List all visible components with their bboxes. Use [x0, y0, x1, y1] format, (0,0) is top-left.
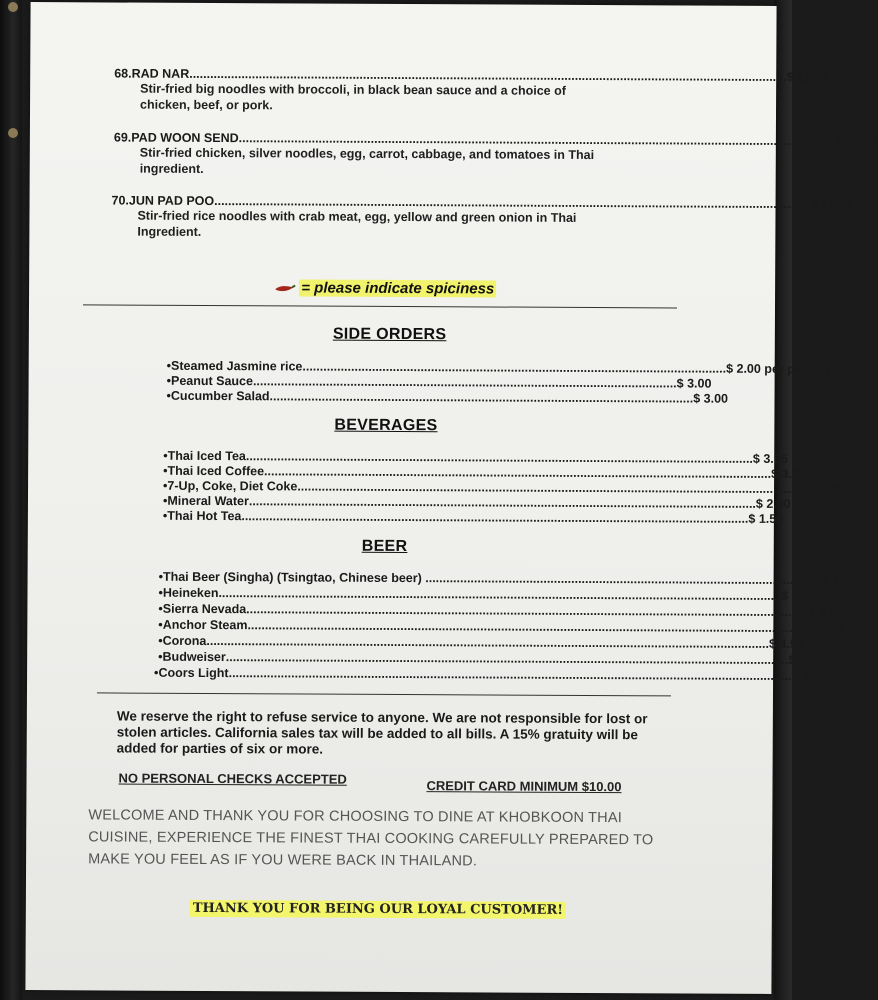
- leader-dots: ..................................................................................................................................................................: [228, 666, 792, 684]
- item-price: $ 4.50: [821, 573, 857, 588]
- binder-ring: [8, 128, 18, 138]
- divider: [83, 304, 677, 308]
- bullet: •: [158, 601, 163, 616]
- leader-dots: ..................................................................................................................................................................: [218, 586, 782, 603]
- item-price: $ 3.50: [810, 621, 845, 636]
- item-name: Sierra Nevada: [162, 601, 247, 617]
- item-name: RAD NAR: [131, 66, 190, 81]
- leader-dots: ..........................................................................................................................: [302, 359, 727, 376]
- item-name: Anchor Steam: [162, 617, 248, 633]
- item-name: Steamed Jasmine rice: [171, 358, 303, 374]
- leader-dots: ............................................................................................................................................................................: [189, 66, 787, 85]
- thanks-text: THANK YOU FOR BEING OUR LOYAL CUSTOMER!: [190, 900, 566, 919]
- item-number: 69.: [113, 130, 132, 145]
- item-name: Budweiser: [162, 649, 226, 665]
- item-name: 7-Up, Coke, Diet Coke: [167, 478, 298, 494]
- item-name: Heineken: [162, 585, 219, 601]
- leader-dots: ..................................................................................................................................................: [297, 479, 805, 497]
- item-name: Cucumber Salad: [170, 388, 270, 404]
- item-name: Thai Iced Tea: [167, 448, 246, 464]
- welcome-message: WELCOME AND THANK YOU FOR CHOOSING TO DINE AT KHOBKOON THAI CUISINE, EXPERIENCE THE FINEST THAI COOKING CAREFULLY PREPARED TO MAKE YOU FEEL AS IF YOU WERE BACK IN THAILAND.: [88, 807, 654, 870]
- item-number: 70.: [111, 193, 129, 208]
- binder-left-edge: [0, 0, 22, 1000]
- item-name: Corona: [162, 633, 207, 648]
- no-checks-notice: NO PERSONAL CHECKS ACCEPTED: [118, 770, 347, 787]
- thanks-banner: [190, 899, 566, 919]
- list-item: [163, 463, 806, 482]
- list-item: [158, 649, 824, 668]
- item-name: Peanut Sauce: [170, 373, 254, 389]
- item-price: $ 10.95: [835, 134, 878, 149]
- item-price: $ 1.50: [804, 482, 840, 497]
- card-minimum-notice: CREDIT CARD MINIMUM $10.00: [426, 778, 622, 795]
- item-name: JUN PAD POO: [128, 193, 215, 209]
- leader-dots: ..................................................................................................................................................................: [246, 602, 809, 620]
- item-description: Stir-fried big noodles with broccoli, in black bean sauce and a choice of chicken, beef, or pork.: [140, 81, 566, 113]
- list-item: [158, 585, 816, 604]
- binder-ring: [8, 2, 18, 12]
- item-price: $ 2.00 per person: [726, 361, 829, 377]
- bullet: •: [158, 633, 163, 648]
- item-price: $ 3.50: [808, 605, 844, 620]
- leader-dots: ..................................................................................................................................................: [248, 494, 756, 511]
- chili-pepper-icon: [273, 282, 295, 294]
- item-name: Thai Iced Coffee: [167, 463, 265, 479]
- item-name: PAD WOON SEND: [131, 130, 239, 146]
- item-description: Stir-fried rice noodles with crab meat, egg, yellow and green onion in Thai Ingredient.: [137, 208, 577, 239]
- list-item: [166, 358, 829, 377]
- item-price: $ 3.95: [752, 451, 788, 467]
- leader-dots: ............................................................................................................................................................................: [238, 131, 837, 149]
- bullet: •: [154, 665, 159, 680]
- bullet: •: [163, 478, 168, 493]
- list-item: [166, 388, 729, 406]
- item-price: $ 3.00: [676, 376, 712, 391]
- leader-dots: ..................................................................................................................................................: [245, 449, 753, 466]
- item-price: $ 11.95: [786, 70, 828, 85]
- item-price: $ 3.50: [788, 653, 824, 668]
- bullet: •: [163, 463, 168, 478]
- list-item: [158, 617, 845, 636]
- bullet: •: [158, 617, 163, 632]
- spiciness-note: [273, 279, 496, 297]
- beverages-heading: BEVERAGES: [334, 416, 438, 435]
- menu-item: [114, 66, 828, 115]
- leader-dots: ..................................................................................................................................................................: [206, 633, 770, 651]
- leader-dots: ..................................................................................................................................................: [241, 509, 749, 526]
- item-name: Thai Beer (Singha) (Tsingtao, Chinese beer): [162, 569, 422, 586]
- list-item: [158, 633, 804, 652]
- leader-dots: ..................................................................................................................................................................: [247, 618, 811, 636]
- item-price: $ 3.95: [771, 466, 806, 482]
- item-description: Stir-fried chicken, silver noodles, egg, carrot, cabbage, and tomatoes in Thai ingredient.: [139, 145, 595, 176]
- menu-item: [111, 193, 853, 242]
- list-item: [162, 493, 791, 512]
- bullet: •: [158, 569, 164, 584]
- spiciness-text: = please indicate spiciness: [301, 279, 495, 298]
- policy-notice: We reserve the right to refuse service to anyone. We are not responsible for lost or stolen articles. California sales tax will be added to all bills. A 15% gratuity will be added for parties of six or more.: [116, 708, 648, 757]
- leader-dots: ............................................................................................................................................................................: [214, 194, 812, 212]
- item-name: Mineral Water: [167, 493, 249, 509]
- bullet: •: [166, 373, 172, 388]
- bullet: •: [163, 448, 168, 463]
- item-price: $ 3.50: [781, 588, 816, 604]
- list-item: [162, 508, 784, 527]
- leader-dots: ..................................................................................................................................................................: [225, 650, 789, 668]
- list-item: [163, 448, 788, 467]
- divider: [97, 692, 671, 696]
- item-price: $ 11.95: [811, 197, 853, 212]
- bullet: •: [162, 508, 168, 523]
- item-price: $ 3.50: [768, 636, 804, 652]
- item-price: $ 3.50: [791, 669, 827, 684]
- list-item: [166, 373, 712, 391]
- side-orders-heading: SIDE ORDERS: [332, 325, 447, 344]
- item-price: $ 1.50: [748, 511, 784, 527]
- item-price: $ 2.00: [755, 496, 791, 512]
- item-number: 68.: [114, 66, 132, 81]
- bullet: •: [162, 493, 168, 508]
- bullet: •: [158, 649, 163, 664]
- menu-page: [25, 2, 878, 994]
- item-price: $ 3.00: [693, 391, 729, 406]
- item-name: Coors Light: [158, 665, 229, 681]
- bullet: •: [166, 358, 172, 373]
- list-item: [158, 601, 844, 620]
- beer-heading: BEER: [361, 537, 408, 556]
- leader-dots: ..........................................................................................................................: [252, 374, 677, 391]
- list-item: [163, 478, 840, 497]
- list-item: [158, 569, 857, 588]
- bullet: •: [166, 388, 171, 403]
- item-name: Thai Hot Tea: [167, 508, 242, 524]
- list-item: [154, 665, 827, 684]
- bullet: •: [158, 585, 163, 600]
- leader-dots: ..........................................................................................................................: [269, 389, 694, 406]
- leader-dots: ..................................................................................................................................................: [264, 464, 772, 481]
- menu-item: [113, 130, 878, 179]
- leader-dots: ..................................................................................................................: [421, 571, 822, 588]
